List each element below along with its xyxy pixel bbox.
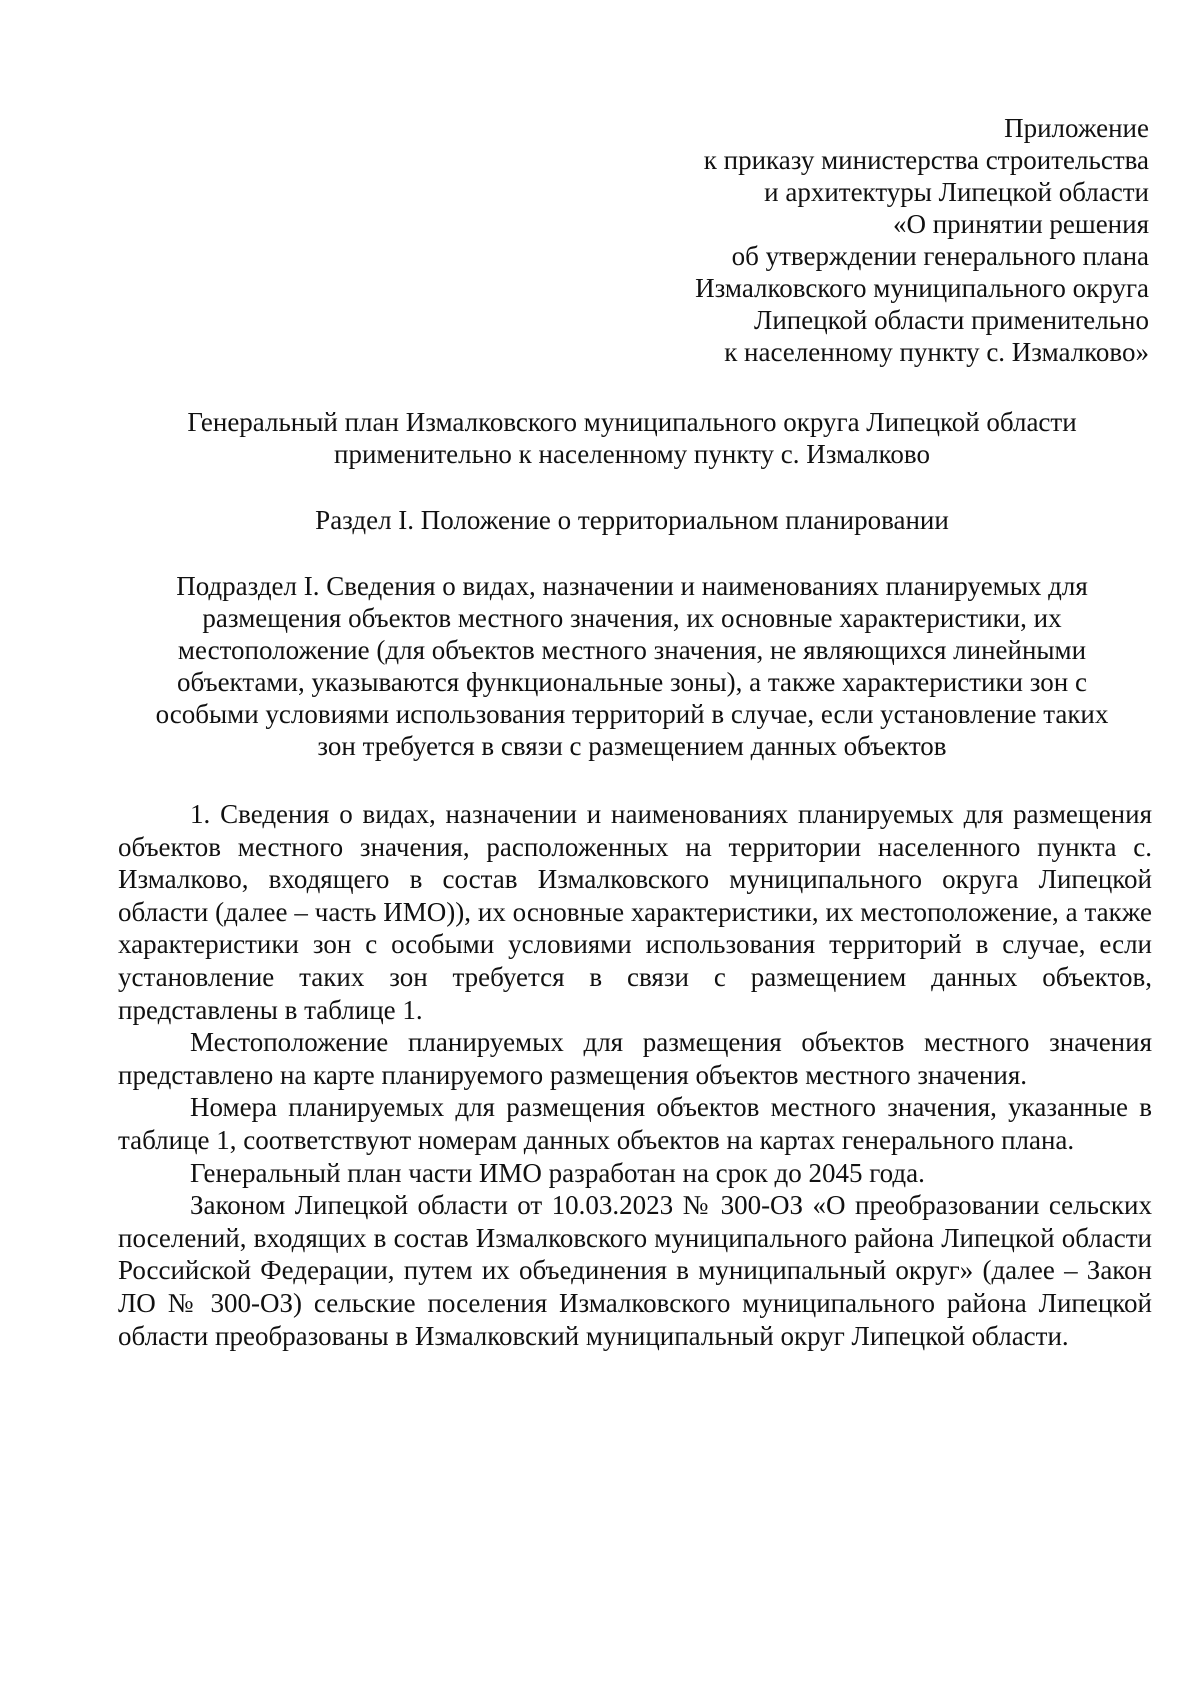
title-line: Генеральный план Измалковского муниципального округа Липецкой области <box>187 407 1077 437</box>
subsection-line: размещения объектов местного значения, их основные характеристики, их <box>202 603 1062 633</box>
appendix-line: Приложение <box>1004 113 1149 143</box>
appendix-line: Липецкой области применительно <box>754 305 1149 335</box>
document-title <box>110 406 1154 470</box>
subsection-line: местоположение (для объектов местного значения, не являющихся линейными <box>177 635 1087 665</box>
appendix-line: об утверждении генерального плана <box>731 241 1149 271</box>
appendix-line: к приказу министерства строительства <box>703 145 1149 175</box>
section-heading <box>110 504 1154 536</box>
subsection-line: особыми условиями использования территорий в случае, если установление таких <box>155 699 1109 729</box>
subsection-line: Подраздел I. Сведения о видах, назначении и наименованиях планируемых для <box>176 571 1088 601</box>
body-paragraph: Номера планируемых для размещения объектов местного значения, указанные в таблице 1, соответствуют номерам данных объектов на картах генерального плана. <box>118 1092 1152 1155</box>
body-paragraph: 1. Сведения о видах, назначении и наименованиях планируемых для размещения объектов местного значения, расположенных на территории населенного пункта с. Измалково, входящего в состав Измалковского муниципального округа Липецкой области (далее – часть ИМО)), их основные характеристики, их местоположение, а также характеристики зон с особыми условиями использования территорий в случае, если установление таких зон требуется в связи с размещением данных объектов, представлены в таблице 1. <box>118 799 1152 1025</box>
appendix-line: Измалковского муниципального округа <box>695 273 1149 303</box>
document-body <box>118 798 1152 1352</box>
subsection-line: объектами, указываются функциональные зоны), а также характеристики зон с <box>177 667 1087 697</box>
body-paragraph: Генеральный план части ИМО разработан на срок до 2045 года. <box>190 1157 925 1188</box>
appendix-line: к населенному пункту с. Измалково» <box>724 337 1149 367</box>
appendix-line: и архитектуры Липецкой области <box>764 177 1149 207</box>
section-title: Раздел I. Положение о территориальном планировании <box>315 505 949 535</box>
appendix-header <box>249 112 1149 368</box>
appendix-line: «О принятии решения <box>892 209 1149 239</box>
subsection-line: зон требуется в связи с размещением данных объектов <box>317 731 947 761</box>
title-line: применительно к населенному пункту с. Измалково <box>334 439 930 469</box>
subsection-heading <box>110 570 1154 762</box>
body-paragraph: Местоположение планируемых для размещения объектов местного значения представлено на карте планируемого размещения объектов местного значения. <box>118 1027 1152 1090</box>
body-paragraph: Законом Липецкой области от 10.03.2023 № 300-ОЗ «О преобразовании сельских поселений, входящих в состав Измалковского муниципального района Липецкой области Российской Федерации, путем их объединения в муниципальный округ» (далее – Закон ЛО № 300-ОЗ) сельские поселения Измалковского муниципального района Липецкой области преобразованы в Измалковский муниципальный округ Липецкой области. <box>118 1190 1152 1351</box>
